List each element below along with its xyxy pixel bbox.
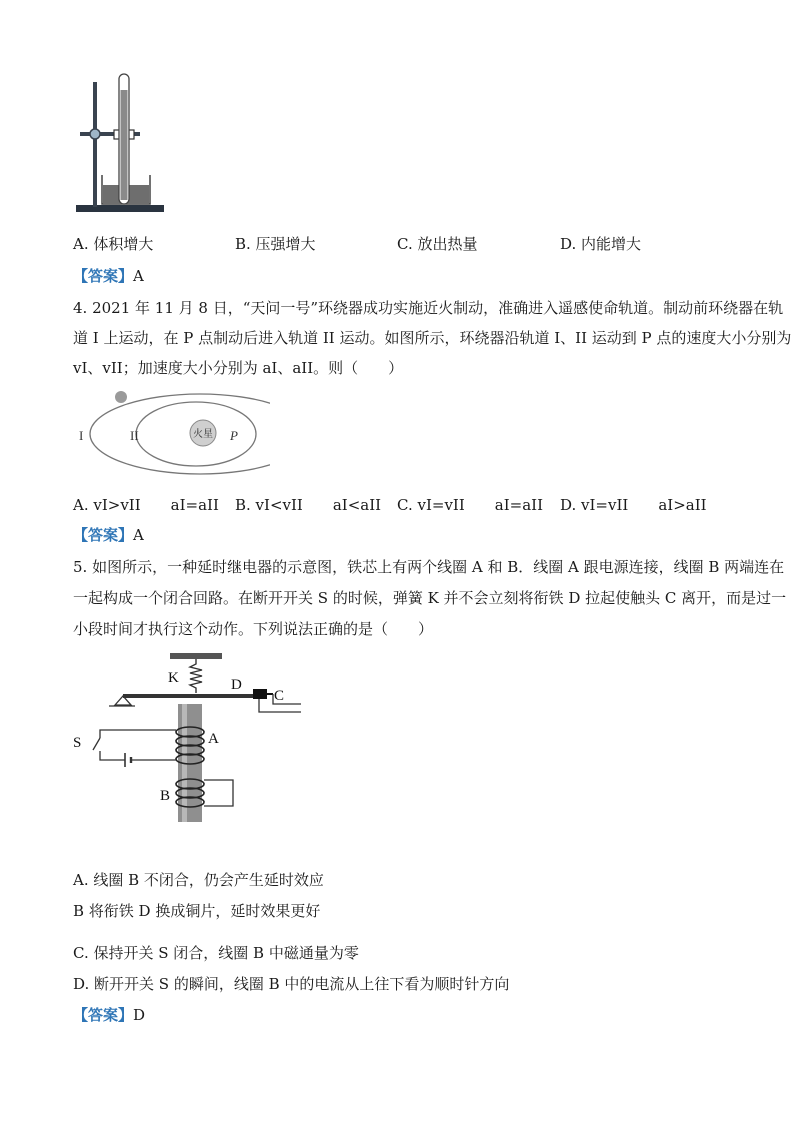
label-b: B [160,788,171,804]
q5-answer [73,1005,145,1025]
relay-figure [65,650,315,825]
orbit-figure [70,388,270,480]
answer-tag: 【答案】 [73,1006,134,1024]
planet-label: 火星 [193,429,213,440]
q4-stem-line-3: vI、vII；加速度大小分别为 aI、aII。则（ ） [73,359,404,377]
q4-answer [73,525,144,545]
test-tube-stand-figure [70,70,170,218]
answer-tag: 【答案】 [73,267,134,285]
q4-option-a: A. vI>vII aI=aII [73,496,219,514]
q4-option-b: B. vI<vII aI<aII [235,496,382,514]
q4-stem-line-2: 道 I 上运动，在 P 点制动后进入轨道 II 运动。如图所示，环绕器沿轨道 I、II 运动到 P 点的速度大小分别为 [73,329,792,347]
q5-stem-line-2: 一起构成一个闭合回路。在断开开关 S 的时候，弹簧 K 并不会立刻将衔铁 D 拉起使触头 C 离开，而是过一 [73,589,787,607]
label-s: S [73,735,82,751]
q5-stem-line-3: 小段时间才执行这个动作。下列说法正确的是（ ） [73,620,434,638]
q4-stem-line-1: 4. 2021 年 11 月 8 日，“天问一号”环绕器成功实施近火制动，准确进入遥感使命轨道。制动前环绕器在轨 [73,299,784,317]
answer-tag: 【答案】 [73,526,134,544]
q3-option-c: C. 放出热量 [397,235,478,253]
q3-option-a: A. 体积增大 [73,235,154,253]
q4-option-c: C. vI=vII aI=aII [397,496,544,514]
answer-value: A [133,526,144,544]
orbit-label-1: I [79,428,84,443]
q4-option-d: D. vI=vII aI>aII [560,496,707,514]
q5-option-c: C. 保持开关 S 闭合，线圈 B 中磁通量为零 [73,944,359,962]
q5-option-d: D. 断开开关 S 的瞬间，线圈 B 中的电流从上往下看为顺时针方向 [73,975,510,993]
label-c: C [274,688,285,704]
q3-answer [73,266,144,286]
point-label: P [230,428,238,443]
label-k: K [168,670,179,686]
label-d: D [231,677,242,693]
label-a: A [208,731,219,747]
q5-stem-line-1: 5. 如图所示，一种延时继电器的示意图，铁芯上有两个线圈 A 和 B．线圈 A 跟电源连接，线圈 B 两端连在 [73,558,785,576]
q5-option-b: B 将衔铁 D 换成铜片，延时效果更好 [73,902,321,920]
answer-value: A [133,267,144,285]
q5-option-a: A. 线圈 B 不闭合，仍会产生延时效应 [73,871,324,889]
q3-option-b: B. 压强增大 [235,235,316,253]
answer-value: D [133,1006,146,1024]
orbit-label-2: II [130,428,139,443]
q3-option-d: D. 内能增大 [560,235,642,253]
